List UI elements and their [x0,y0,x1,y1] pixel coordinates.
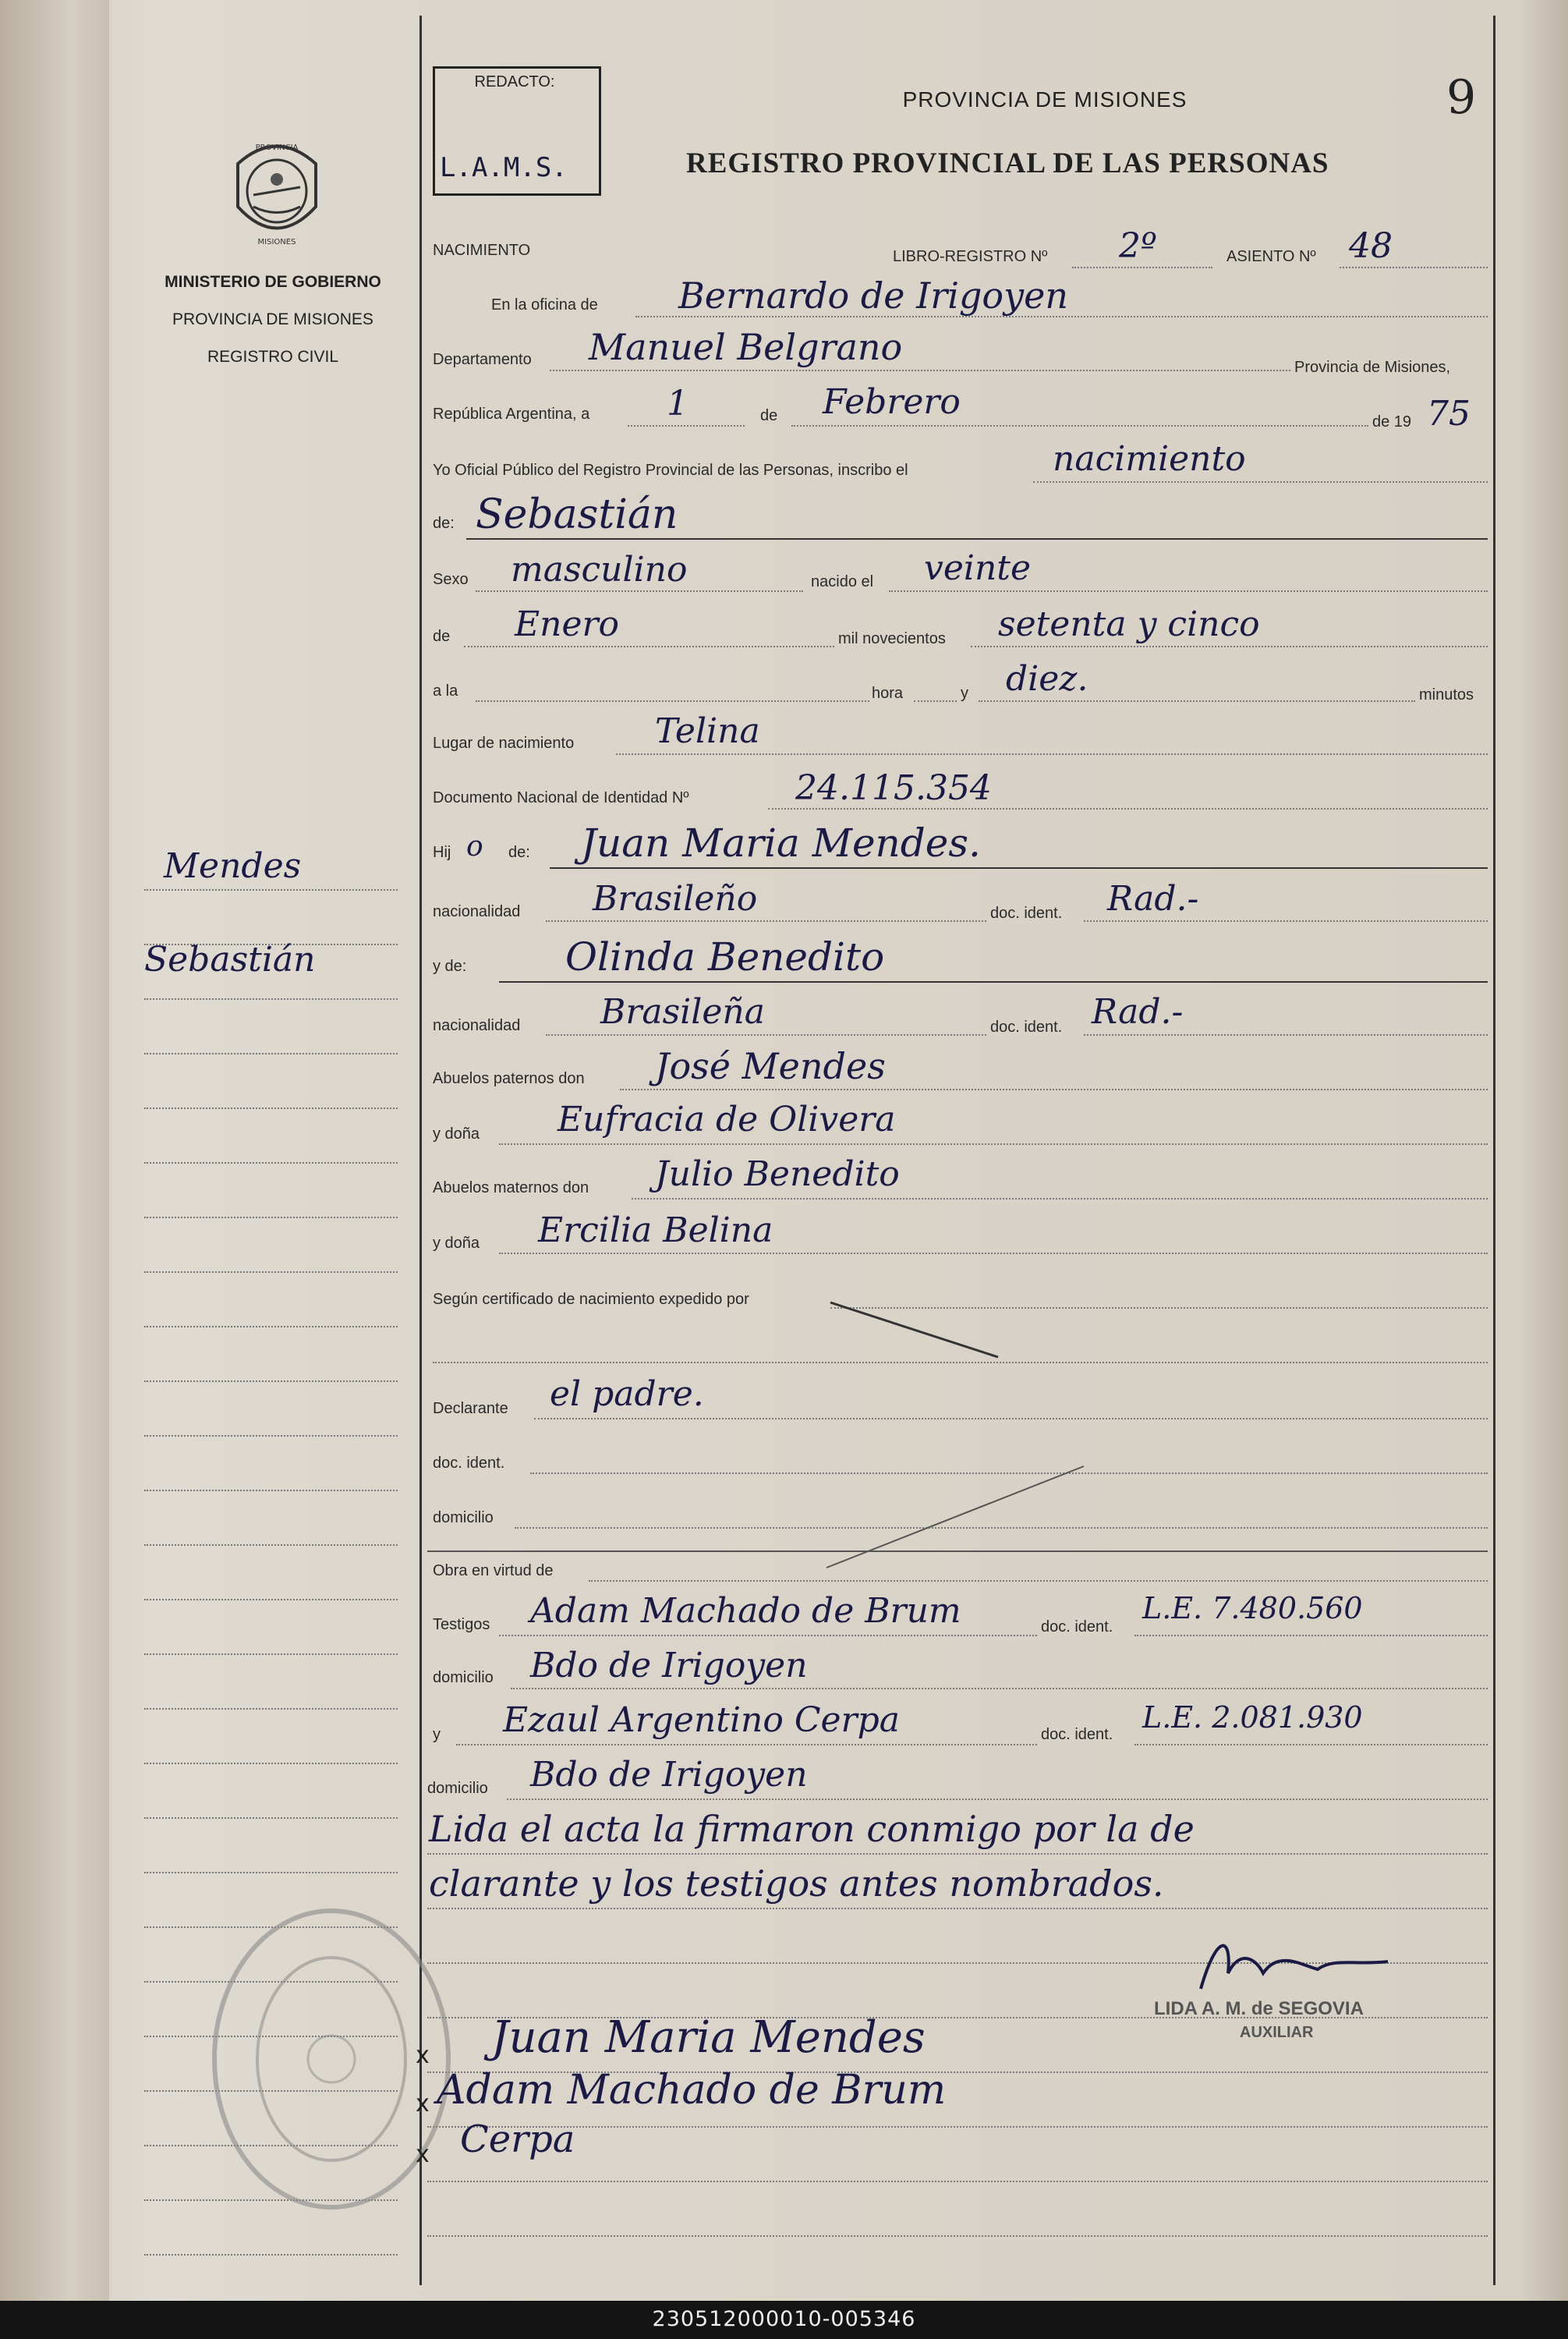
margin-dotted-line [144,889,398,891]
year-value: 75 [1427,394,1471,434]
signature-dotted-line [427,2235,1488,2237]
emblem-top-text: PROVINCIA [255,144,299,152]
sexo-label: Sexo [433,571,469,588]
testigo2-dom: Bdo de Irigoyen [530,1755,808,1795]
asiento-value: 48 [1349,226,1393,266]
de2-label: de [433,628,451,645]
departamento-value: Manuel Belgrano [589,326,903,368]
dotted-line [499,1635,1037,1636]
doc3-label: doc. ident. [1041,1618,1113,1636]
dotted-line [499,1143,1488,1145]
dotted-line [971,646,1488,647]
testigo1-dom: Bdo de Irigoyen [530,1646,808,1685]
dotted-line [632,1198,1488,1200]
book-binding [0,0,109,2301]
dotted-line [427,1908,1488,1909]
doc1-value: Rad.- [1107,879,1199,919]
signature-mark: x [416,2090,430,2118]
nacido-value: veinte [924,548,1032,588]
name-rule [466,538,1488,540]
margin-dotted-line [144,1435,398,1437]
abuela-pat: Eufracia de Olivera [557,1100,896,1139]
dotted-line [476,700,869,702]
dotted-line [914,700,957,702]
margin-dotted-line [144,1763,398,1764]
ministry-title: MINISTERIO DE GOBIERNO [165,273,381,291]
dotted-line [456,1744,1037,1745]
provincia-suffix: Provincia de Misiones, [1294,359,1451,376]
registry-title: REGISTRO PROVINCIAL DE LAS PERSONAS [686,147,1329,179]
dotted-line [768,808,1488,810]
docident-label: doc. ident. [433,1455,505,1472]
de-label: de [760,407,778,424]
declarante-label: Declarante [433,1400,508,1417]
province-title: PROVINCIA DE MISIONES [902,87,1188,112]
abuelos-pat-label: Abuelos paternos don [433,1070,585,1087]
father-rule [550,867,1488,869]
dotted-line [1072,267,1212,268]
de-name-label: de: [433,515,455,532]
testigo2-name: Ezaul Argentino Cerpa [503,1700,900,1740]
dotted-line [589,1580,1488,1582]
margin-dotted-line [144,1053,398,1054]
dotted-line [550,370,1290,371]
official-stamp-name: LIDA A. M. de SEGOVIA [1154,1998,1364,2019]
dotted-line [511,1688,1488,1689]
dotted-line [1084,1034,1488,1036]
margin-dotted-line [144,1872,398,1873]
signature-mark: x [416,2042,430,2069]
testigo1-doc: L.E. 7.480.560 [1142,1591,1363,1625]
minutos-label: minutos [1419,686,1474,703]
ala-label: a la [433,682,458,700]
testigo2-doc: L.E. 2.081.930 [1142,1700,1363,1735]
oficina-label: En la oficina de [491,296,598,314]
y2-label: y [433,1726,441,1743]
margin-dotted-line [144,1107,398,1109]
republica-label: República Argentina, a [433,406,590,423]
emblem-bottom-text: MISIONES [257,238,296,246]
testigos-label: Testigos [433,1616,490,1633]
abuelo-mat: Julio Benedito [655,1154,900,1194]
dni-label: Documento Nacional de Identidad Nº [433,789,689,806]
mil-label: mil novecientos [838,630,946,647]
departamento-label: Departamento [433,351,532,368]
dotted-line [979,700,1415,702]
hora-label: hora [872,685,904,702]
dotted-line [546,920,986,922]
hijo-suffix: o [466,831,483,863]
day-value: 1 [667,384,688,424]
doc1-label: doc. ident. [990,905,1063,922]
dni-value: 24.115.354 [795,768,992,808]
y-label: y [961,685,968,702]
page-number: 9 [1446,70,1477,125]
dotted-line [620,1089,1488,1090]
oficina-value: Bernardo de Irigoyen [678,275,1068,317]
minutes-value: diez. [1006,659,1088,699]
hijo-label: Hij [433,844,451,861]
dotted-line [1084,920,1488,922]
section-divider [427,1550,1488,1552]
domicilio1-label: domicilio [433,1669,494,1686]
strike-line-2 [819,1458,1092,1575]
mother-name: Olinda Benedito [565,934,885,980]
margin-dotted-line [144,1271,398,1273]
right-frame-line [1493,16,1495,2285]
mother-rule [499,981,1488,983]
dotted-line [1340,267,1488,268]
signature-witness-1: Adam Machado de Brum [437,2067,947,2114]
signature-mark: x [416,2141,430,2168]
dotted-line [616,753,1488,755]
dotted-line [464,646,834,647]
dotted-line [476,590,803,592]
declarante-value: el padre. [550,1374,704,1414]
margin-dotted-line [144,1490,398,1491]
margin-surname: Mendes [164,846,302,886]
dotted-line [499,1253,1488,1254]
child-name: Sebastián [476,491,678,538]
oficial-label: Yo Oficial Público del Registro Provincial de las Personas, inscribo el [433,462,908,479]
birth-month: Enero [515,604,620,644]
closing-line-1: Lida el acta la firmaron conmigo por la de [429,1808,1195,1850]
ministry-province: PROVINCIA DE MISIONES [172,310,373,328]
dotted-line [507,1799,1488,1800]
dotted-line [628,425,745,427]
nac2-value: Brasileña [600,992,765,1032]
margin-dotted-line [144,1599,398,1600]
dotted-line [534,1418,1488,1419]
libro-label: LIBRO-REGISTRO Nº [893,248,1048,265]
dona1-label: y doña [433,1125,480,1143]
birth-year-words: setenta y cinco [998,604,1260,644]
margin-dotted-line [144,1817,398,1819]
dotted-line [546,1034,986,1036]
doc2-value: Rad.- [1092,992,1184,1032]
closing-line-2: clarante y los testigos antes nombrados. [429,1862,1164,1905]
nac2-label: nacionalidad [433,1017,521,1034]
margin-dotted-line [144,1162,398,1164]
signature-father: Juan Maria Mendes [491,2012,926,2063]
margin-dotted-line [144,1326,398,1327]
record-type-label: NACIMIENTO [433,242,531,259]
signature-dotted-line [427,2181,1488,2182]
month-value: Febrero [823,382,961,422]
asiento-label: ASIENTO Nº [1226,248,1316,265]
segun-label: Según certificado de nacimiento expedido por [433,1291,749,1308]
father-name: Juan Maria Mendes. [581,820,981,866]
strike-line [826,1295,1006,1365]
nacido-label: nacido el [811,573,874,590]
redacto-label: REDACTO: [474,73,555,90]
dotted-line [791,425,1368,427]
dotted-line [1033,481,1488,483]
redacto-value: L.A.M.S. [440,152,568,183]
image-id: 230512000010-005346 [652,2307,916,2331]
margin-dotted-line [144,1708,398,1710]
doc2-label: doc. ident. [990,1019,1063,1036]
signature-witness-2: Cerpa [460,2118,575,2161]
abuela-mat: Ercilia Belina [538,1210,773,1250]
obra-label: Obra en virtud de [433,1562,554,1579]
signature-dotted-line [427,2126,1488,2128]
margin-dotted-line [144,998,398,1000]
hijo-de-label: de: [508,844,530,861]
dotted-line [1134,1635,1488,1636]
margin-dotted-line [144,2254,398,2256]
abuelos-mat-label: Abuelos maternos don [433,1179,589,1196]
nac1-value: Brasileño [593,879,758,919]
civil-registry: REGISTRO CIVIL [207,348,339,366]
testigo1-name: Adam Machado de Brum [530,1591,961,1631]
official-stamp-role: AUXILIAR [1240,2024,1314,2041]
yde-label: y de: [433,958,467,975]
margin-given-name: Sebastián [144,940,316,980]
dotted-line [427,1853,1488,1855]
dotted-line [889,590,1488,592]
year-prefix: de 19 [1372,413,1412,431]
doc4-label: doc. ident. [1041,1726,1113,1743]
dona2-label: y doña [433,1235,480,1252]
sexo-value: masculino [511,550,688,590]
libro-value: 2º [1119,226,1157,266]
domicilio2-label: domicilio [427,1780,488,1797]
oficial-value: nacimiento [1053,439,1246,479]
lugar-label: Lugar de nacimiento [433,735,575,752]
abuelo-pat: José Mendes [655,1045,886,1087]
margin-dotted-line [144,1380,398,1382]
dotted-line [1134,1744,1488,1745]
lugar-value: Telina [655,711,760,751]
domicilio-label: domicilio [433,1509,494,1526]
footer-bar [0,2301,1568,2339]
margin-dotted-line [144,1653,398,1655]
margin-dotted-line [144,1217,398,1218]
margin-dotted-line [144,1544,398,1546]
nac1-label: nacionalidad [433,903,521,920]
provincial-emblem-icon [222,133,331,250]
